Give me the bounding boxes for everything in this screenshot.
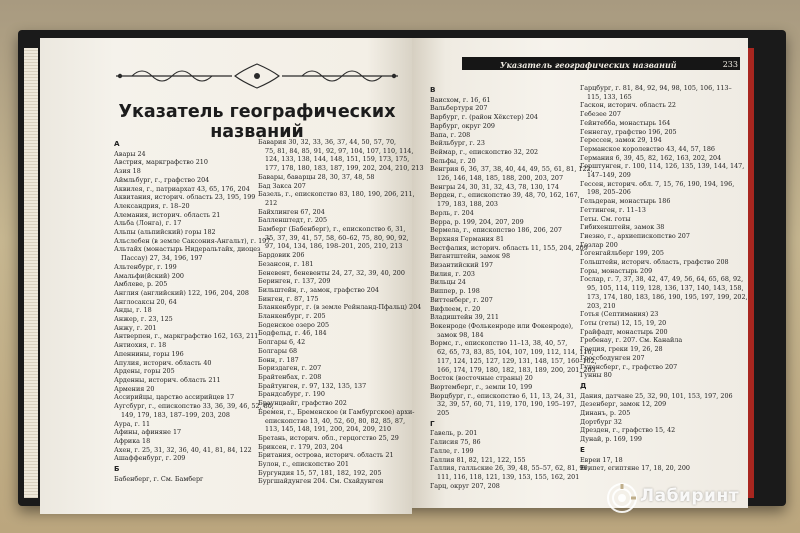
index-entry: Бургшайдунген 204. См. Схайдунген [258, 477, 384, 486]
index-entry: 32, 39, 57, 60, 71, 119, 170, 190, 195–197, [437, 400, 577, 409]
index-entry: Евреи 17, 18 [580, 455, 623, 464]
index-entry: Варбург, г. (район Хёкстер) 204 [430, 113, 538, 122]
index-entry: Берингeн, г. 137, 209 [258, 277, 331, 286]
index-entry: Австрия, маркграфство 210 [114, 158, 208, 167]
index-entry: Готы (геты) 12, 15, 19, 20 [580, 318, 667, 327]
index-entry: Вестфалия, историч. область 11, 155, 204, 209 [430, 243, 588, 252]
index-entry: Бамберг (Бабенберг), г., епископство 6, 31, [258, 225, 406, 234]
index-letter-heading: Г [430, 418, 435, 428]
index-entry: Альпы (альпийский) горы 182 [114, 228, 216, 237]
index-entry: Вокенроде (Фолькенроде или Фокенроде), [430, 321, 574, 330]
index-entry: 95, 105, 114, 119, 128, 136, 137, 140, 143, 158, [587, 284, 744, 293]
index-entry: Англия (английский) 122, 196, 204, 208 [114, 288, 249, 297]
index-entry: Ахен, г. 25, 31, 32, 36, 40, 41, 81, 84, 122 [114, 445, 252, 454]
index-entry: Александрия, г. 18–20 [114, 201, 190, 210]
index-entry: Гессен, историч. обл. 7, 15, 76, 190, 194, 196, [580, 179, 735, 188]
index-entry: Бабенберг, г. См. Бамберг [114, 474, 204, 483]
index-entry: Бавария 30, 32, 33, 36, 37, 44, 50, 57, 70, [258, 138, 397, 146]
index-entry: епископство 13, 40, 52, 60, 80, 82, 85, 87, [265, 416, 406, 425]
index-entry: 97, 104, 134, 186, 198–201, 205, 210, 213 [265, 242, 403, 251]
index-entry: 177, 178, 180, 183, 187, 199, 202, 204, 210, 213 [265, 164, 424, 173]
index-entry: Герштунген, г. 100, 114, 126, 135, 139, 144, 147, [580, 162, 745, 171]
index-entry: Аквитания, историч. область 23, 195, 199 [114, 193, 256, 202]
index-column-left-1 [114, 138, 274, 483]
index-entry: Галисия 75, 86 [430, 438, 481, 447]
page-edge-left [24, 48, 38, 498]
index-entry: Бретань, историч. обл., герцогство 25, 29 [258, 433, 399, 442]
index-entry: Анжу, г. 201 [114, 323, 157, 332]
index-entry: Альтайх (монастырь Нидеральтайх, диоцез [114, 245, 261, 254]
index-entry: Ардены, горы 205 [114, 367, 175, 376]
index-entry: Беневент, беневенты 24, 27, 32, 39, 40, 200 [258, 268, 405, 277]
index-entry: Браунцвайг, графство 202 [258, 399, 347, 408]
index-entry: 115, 133, 165 [587, 92, 632, 101]
index-entry: Бургундия 15, 57, 181, 182, 192, 205 [258, 468, 382, 477]
index-entry: Дунай, р. 169, 199 [580, 435, 642, 444]
index-entry: Амблеве, р. 205 [114, 280, 168, 289]
index-entry: Вейльбург, г. 23 [430, 139, 485, 148]
index-entry: Бинген, г. 87, 175 [258, 294, 319, 303]
index-entry: Венгрия 6, 36, 37, 38, 40, 44, 49, 55, 61, 81, 122, [430, 165, 593, 174]
index-entry: 124, 133, 138, 144, 148, 151, 159, 173, 175, [265, 155, 410, 164]
index-entry: Гослар, г. 7, 37, 38, 42, 47, 49, 56, 64, 65, 68, 92, [580, 275, 744, 284]
index-entry: Гебезее 207 [580, 110, 621, 119]
index-entry: Гребенау, г. 207. См. Канайла [580, 336, 683, 345]
index-entry: Ашаффенбург, г. 209 [114, 454, 186, 463]
index-entry: Гаскон, историч. область 22 [580, 101, 676, 110]
index-entry: Африка 18 [114, 436, 151, 445]
index-entry: Альтенбург, г. 199 [114, 262, 177, 271]
index-entry: 111, 116, 118, 121, 139, 153, 155, 162, 201 [437, 472, 580, 481]
index-entry: Верра, р. 199, 204, 207, 209 [430, 217, 524, 226]
index-entry: 203, 210 [587, 301, 616, 310]
watermark-text: Лабиринт [640, 486, 740, 506]
index-entry: Анжер, г. 23, 125 [114, 315, 173, 324]
index-entry: Брайтенбах, г. 208 [258, 372, 322, 381]
index-entry: Бриксен, г. 179, 203, 204 [258, 442, 343, 451]
index-entry: Германское королевство 43, 44, 57, 186 [580, 144, 715, 153]
index-entry: Динанъ, р. 205 [580, 409, 631, 418]
index-entry: Ваисхом, г. 16, 61 [430, 95, 491, 104]
index-entry: Вюртемберг, г., земли 10, 199 [430, 382, 533, 391]
index-entry: Брайтунген, г. 97, 132, 135, 137 [258, 381, 367, 390]
index-entry: 173, 174, 180, 183, 186, 190, 195, 197, 199, 202, [587, 292, 748, 301]
index-entry: Гогенгайльберг 199, 205 [580, 249, 664, 258]
index-entry: Болгары 6, 42 [258, 338, 306, 347]
index-entry: Гарцбург, г. 81, 84, 92, 94, 98, 105, 106, 113– [580, 84, 732, 92]
index-entry: Апеннины, горы 196 [114, 349, 184, 358]
index-entry: Боденское озеро 205 [258, 320, 330, 329]
index-entry: 198, 205–206 [587, 188, 631, 197]
index-entry: Апулия, историч. область 40 [114, 358, 212, 367]
index-entry: Британия, острова, историч. область 21 [258, 451, 394, 460]
page-number: 233 [722, 60, 738, 69]
index-entry: Алемания, историч. область 21 [114, 210, 221, 219]
index-entry: 113, 145, 148, 191, 200, 204, 209, 210 [265, 425, 392, 434]
index-entry: Герессен, замок 29, 194 [580, 136, 662, 145]
index-entry: Бардовик 206 [258, 251, 305, 260]
index-entry: Галлия, галльские 26, 39, 48, 55–57, 62, 81, 96, [430, 464, 590, 473]
index-entry: 126, 146, 148, 185, 188, 200, 203, 207 [437, 174, 564, 183]
index-entry: Греция, греки 19, 26, 28 [580, 345, 663, 354]
index-entry: Базель, г., епископство 83, 180, 190, 206, 211, [258, 190, 415, 199]
index-entry: Вюрцбург, г., епископство 6, 11, 13, 24, 31, [430, 391, 577, 400]
index-entry: Египет, египтяне 17, 18, 20, 200 [580, 464, 690, 473]
index-entry: Дортбург 32 [580, 417, 622, 426]
index-entry: Вальбертуря 207 [430, 104, 488, 113]
index-entry: Булон, г., епископство 201 [258, 460, 349, 469]
index-entry: Бланкенбург, г. 205 [258, 312, 326, 321]
index-entry: Бавары, баварцы 28, 30, 37, 48, 58 [258, 172, 375, 181]
index-entry: Байхлинген 67, 204 [258, 207, 325, 216]
watermark [606, 478, 796, 518]
index-entry: Гарц, округ 207, 208 [430, 481, 500, 490]
index-entry: Англосаксы 20, 64 [114, 297, 177, 306]
index-entry: 75, 81, 84, 85, 91, 92, 97, 104, 107, 110, 114, [265, 146, 414, 155]
index-entry: Верхняя Германия 81 [430, 234, 505, 243]
index-letter-heading: Е [580, 444, 585, 454]
index-entry: Виттенберг, г. 207 [430, 295, 493, 304]
index-column-left-2 [258, 138, 424, 486]
index-entry: Аквилея, г., патриархат 43, 65, 176, 204 [114, 184, 250, 193]
index-entry: Грайфадт, монастырь 200 [580, 327, 668, 336]
index-entry: 179, 183, 188, 203 [437, 200, 498, 209]
index-entry: Гибихенштейн, замок 38 [580, 223, 665, 232]
index-entry: Гуденсберг, г., графство 207 [580, 362, 678, 371]
index-letter-heading: Б [114, 464, 120, 474]
index-entry: 147–149, 209 [587, 171, 631, 180]
index-entry: Венгры 24, 30, 31, 32, 43, 78, 130, 174 [430, 182, 559, 191]
index-entry: Гольштейн, историч. область, графство 208 [580, 258, 729, 267]
index-entry: Вифлеем, г. 20 [430, 304, 481, 313]
index-entry: Геты. См. готы [580, 214, 631, 223]
index-entry: Авары 24 [114, 149, 146, 158]
index-entry: Арденны, историч. область 211 [114, 375, 221, 384]
running-head: Указатель географических названий [500, 60, 677, 70]
index-entry: Вапа, г. 208 [430, 130, 471, 139]
index-entry: Антиохия, г. 18 [114, 341, 167, 350]
index-entry: Вигантштейн, замок 98 [430, 252, 511, 261]
index-entry: Пассау) 27, 34, 196, 197 [121, 254, 203, 263]
index-entry: Вельфы, г. 20 [430, 156, 476, 165]
index-entry: Восток (восточные страны) 20 [430, 374, 533, 383]
index-entry: Бланкенбург, г. (в земле Рейнланд-Пфальц) 204 [258, 303, 422, 312]
index-letter-heading: В [430, 85, 436, 94]
index-entry: Гиезно, г., архиепископство 207 [580, 231, 690, 240]
index-entry: 149, 179, 183, 187–199, 203, 208 [121, 410, 230, 419]
index-entry: Вилия, г. 203 [430, 269, 475, 278]
index-entry: Бориздаген, г. 207 [258, 364, 322, 373]
index-entry: Гроссбодунген 207 [580, 353, 645, 362]
index-entry: Германия 6, 39, 45, 82, 162, 163, 202, 204 [580, 153, 722, 162]
index-entry: Готья (Септимания) 23 [580, 310, 659, 319]
index-entry: Гунны 80 [580, 371, 612, 380]
index-entry: Геннегау, графство 196, 205 [580, 127, 677, 136]
index-entry: Брандсабург, г. 190 [258, 390, 325, 399]
index-letter-heading: Д [580, 380, 587, 390]
index-entry: Дания, датчане 25, 32, 90, 101, 153, 197, 206 [580, 391, 733, 400]
index-entry: Варбург, округ 209 [430, 121, 495, 130]
index-entry: Аймльбург, г., графство 204 [114, 175, 210, 184]
index-entry: Верден, г., епископство 39, 48, 70, 162, 167, [430, 191, 580, 200]
index-entry: Армения 20 [114, 384, 155, 393]
index-entry: Веймар, г., епископство 32, 202 [430, 147, 539, 156]
index-entry: Гозлар 200 [580, 240, 618, 249]
index-entry: Гельдеран, монастырь 186 [580, 197, 671, 206]
index-entry: 117, 124, 125, 127, 129, 131, 148, 157, 160–162, [437, 356, 597, 365]
index-entry: 212 [265, 198, 278, 207]
index-entry: замок 98, 184 [437, 330, 484, 339]
index-entry: Дрезден, г., графство 15, 42 [580, 426, 676, 435]
index-entry: Альба (Лонга), г. 17 [114, 219, 182, 228]
index-entry: Византийский 197 [430, 261, 493, 270]
index-entry: Гейнтебба, монастырь 164 [580, 118, 671, 127]
index-entry: 62, 65, 73, 83, 85, 104, 107, 109, 112, 114, 116, [437, 348, 594, 357]
index-entry: Анды, г. 18 [114, 306, 152, 315]
chapter-title: Указатель географических названий [118, 102, 396, 142]
index-entry: 35, 37, 39, 41, 57, 58, 60–62, 75, 80, 90, 92, [265, 233, 409, 242]
index-entry: Галле, г. 199 [430, 446, 474, 455]
index-entry: Бодфельд, г. 46, 184 [258, 329, 327, 338]
index-entry: Аугсбург, г., епископство 33, 36, 39, 46, 52, 80, [114, 402, 274, 411]
index-entry: Азия 18 [114, 167, 141, 176]
index-entry: Владиштейн 39, 211 [430, 313, 499, 322]
index-entry: Ассирийцы, царство ассирийцев 17 [114, 393, 235, 402]
index-entry: Геттинген, г. 11–13 [580, 205, 646, 214]
index-entry: Галлия 81, 82, 121, 122, 155 [430, 455, 526, 464]
index-column-right-2 [580, 84, 748, 473]
index-entry: Вильцы 24 [430, 278, 466, 287]
index-entry: Антверпен, г., маркграфство 162, 163, 211 [114, 332, 259, 341]
index-entry: Безансон, г. 181 [258, 259, 314, 268]
index-entry: Вермела, г., епископство 186, 206, 207 [430, 226, 562, 235]
index-entry: Горы, монастырь 209 [580, 266, 653, 275]
index-entry: Альслебен (в земле Саксония-Ангальт), г. 197 [114, 236, 271, 245]
labyrinth-logo-icon [606, 482, 638, 514]
index-entry: Афины, афиняне 17 [114, 428, 182, 437]
index-entry: Бильштейн, г., замок, графство 204 [258, 285, 379, 294]
index-entry: Вормс, г., епископство 11–13, 38, 40, 57, [430, 339, 568, 348]
index-entry: Виппер, р. 198 [430, 287, 480, 296]
index-entry: Амальфи(йский) 200 [114, 271, 184, 280]
index-entry: Дезенберг, замок 12, 209 [580, 400, 667, 409]
index-entry: 205 [437, 409, 450, 418]
index-entry: Балленштедт, г. 205 [258, 216, 328, 225]
index-letter-heading: А [114, 139, 120, 148]
index-entry: Болгары 68 [258, 346, 298, 355]
cover-edge-red [748, 48, 754, 498]
index-column-right-1 [430, 84, 597, 490]
index-entry: Аура, г. 11 [114, 419, 151, 428]
index-entry: Бонн, г. 187 [258, 355, 299, 364]
index-entry: Гавель, р. 201 [430, 429, 478, 438]
index-entry: Верль, г. 204 [430, 208, 474, 217]
index-entry: 166, 174, 179, 180, 182, 183, 189, 200, 201, 203 [437, 365, 596, 374]
index-entry: Бремен, г., Бременское (и Гамбургское) архи- [258, 407, 415, 416]
ornament-divider [112, 58, 402, 92]
index-entry: Бад Закса 207 [258, 181, 306, 190]
